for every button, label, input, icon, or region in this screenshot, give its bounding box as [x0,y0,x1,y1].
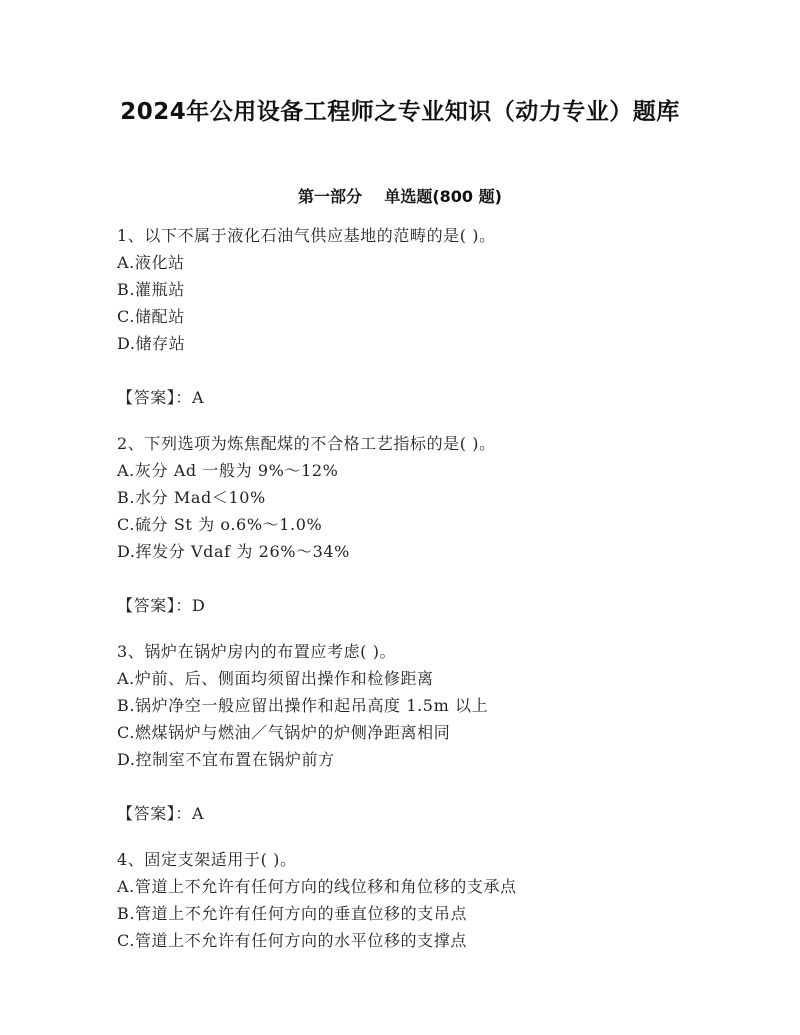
question-option: B.锅炉净空一般应留出操作和起吊高度 1.5m 以上 [117,696,489,715]
question-option: D.储存站 [117,334,186,353]
question-option: B.水分 Mad＜10% [117,488,266,507]
question-3 [117,638,757,827]
question-stem: 3、锅炉在锅炉房内的布置应考虑( )。 [117,642,397,661]
question-option: A.炉前、后、侧面均须留出操作和检修距离 [117,669,434,688]
question-stem: 2、下列选项为炼焦配煤的不合格工艺指标的是( )。 [117,434,496,453]
question-option: A.管道上不允许有任何方向的线位移和角位移的支承点 [117,877,517,896]
question-option: A.灰分 Ad 一般为 9%～12% [117,461,339,480]
answer-value: A [192,804,205,823]
question-stem: 1、以下不属于液化石油气供应基地的范畴的是( )。 [117,226,496,245]
question-2 [117,430,757,619]
question-option: B.灌瓶站 [117,280,185,299]
question-1 [117,222,757,411]
question-option: A.液化站 [117,253,185,272]
answer-label: 【答案】： [117,596,193,615]
question-4 [117,846,757,954]
answer-label: 【答案】： [117,804,193,823]
question-list [117,222,757,954]
question-option: C.硫分 St 为 o.6%～1.0% [117,515,323,534]
document-title: 2024年公用设备工程师之专业知识（动力专业）题库 [120,99,680,125]
question-option: C.燃煤锅炉与燃油／气锅炉的炉侧净距离相同 [117,723,451,742]
question-option: D.控制室不宜布置在锅炉前方 [117,750,335,769]
question-option: C.管道上不允许有任何方向的水平位移的支撑点 [117,931,467,950]
question-stem: 4、固定支架适用于( )。 [117,850,297,869]
answer-line [117,800,757,827]
answer-value: D [192,596,206,615]
question-option: B.管道上不允许有任何方向的垂直位移的支吊点 [117,904,468,923]
answer-value: A [192,388,205,407]
question-option: C.储配站 [117,307,185,326]
answer-label: 【答案】： [117,388,193,407]
question-option: D.挥发分 Vdaf 为 26%～34% [117,542,350,561]
section-title: 第一部分 单选题(800 题) [298,187,502,206]
answer-line [117,384,757,411]
answer-line [117,592,757,619]
